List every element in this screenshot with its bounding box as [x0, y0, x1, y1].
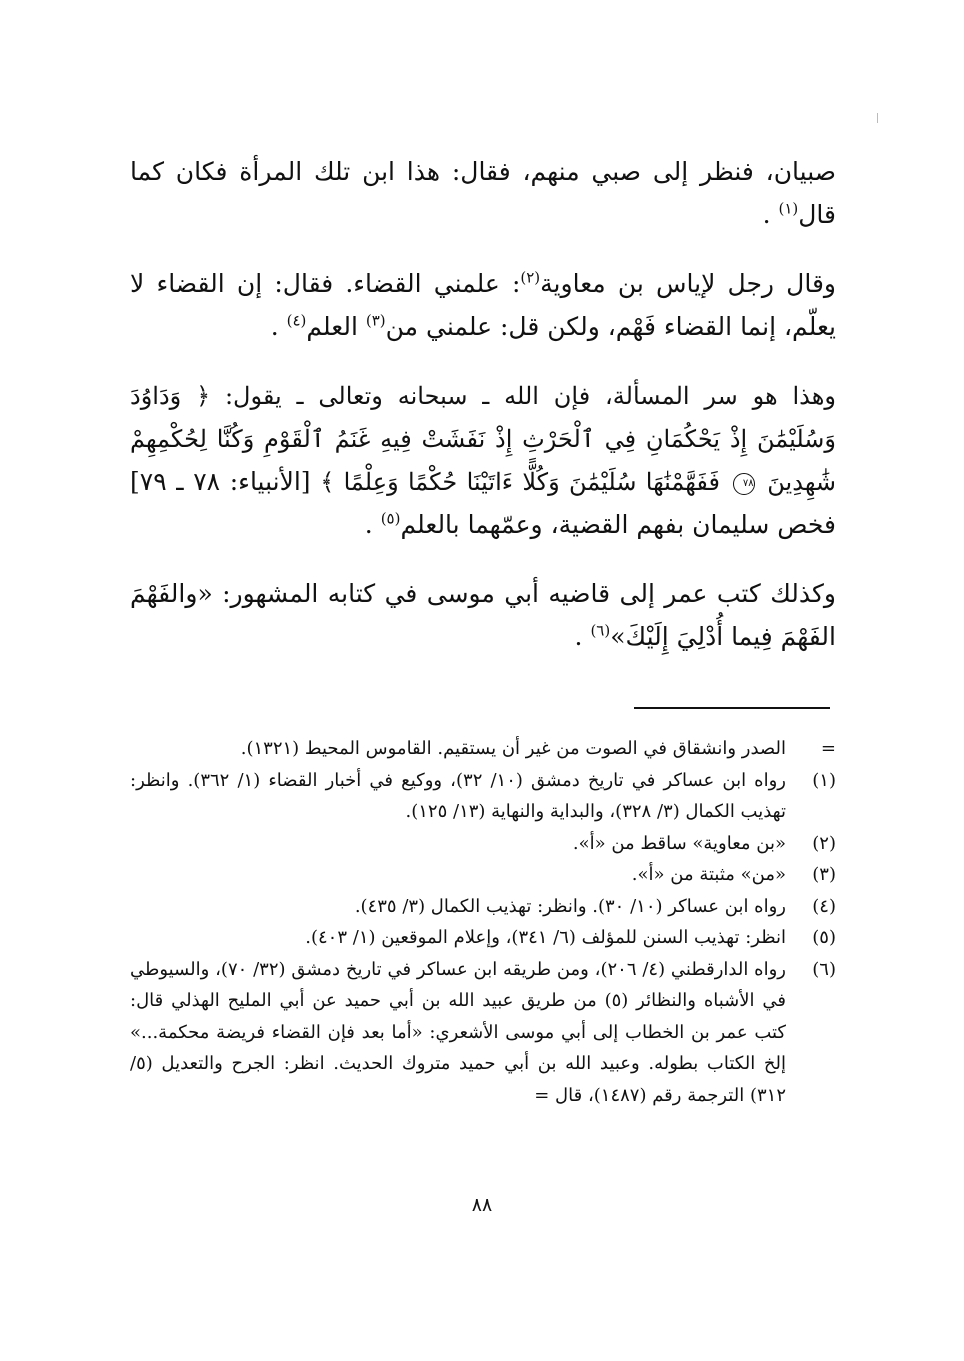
- footnote-number: (٣): [812, 864, 836, 885]
- paragraph-text: وقال رجل لإياس بن معاوية: [540, 269, 836, 298]
- footnotes: [130, 733, 836, 1111]
- footnote-text: «من» مثبتة من «أ».: [631, 864, 786, 885]
- footnote-ref-2: (٢): [520, 268, 541, 287]
- footnote: [130, 891, 836, 923]
- footnote: [130, 954, 836, 1112]
- footnote: [130, 859, 836, 891]
- footnote-ref-4: (٤): [286, 311, 307, 330]
- footnote-text: الصدر وانشقاق في الصوت من غير أن يستقيم. القاموس المحيط (١٣٢١).: [240, 738, 786, 759]
- paragraph-text: العلم: [306, 312, 366, 341]
- footnote-text: رواه ابن عساكر في تاريخ دمشق (١٠/ ٣٢)، ووكيع في أخبار القضاء (١/ ٣٦٢). وانظر: تهذيب الكمال (٣/ ٣٢٨)، والبداية والنهاية (١٣/ ١٢٥).: [130, 769, 786, 822]
- sentence-end: .: [270, 312, 287, 341]
- paragraph-4: [130, 572, 836, 658]
- footnote-text: انظر: تهذيب السنن للمؤلف (٦/ ٣٤١)، وإعلام الموقعين (١/ ٤٠٣).: [305, 927, 786, 948]
- footnote-number: (٤): [812, 895, 836, 917]
- footnote-number: (٦): [812, 958, 836, 980]
- paragraph-text: صبيان، فنظر إلى صبي منهم، فقال: هذا ابن تلك المرأة فكان كما قال: [130, 157, 836, 229]
- footnote-text: رواه ابن عساكر (١٠/ ٣٠). وانظر: تهذيب الكمال (٣/ ٤٣٥).: [354, 895, 786, 917]
- verse-citation: [الأنبياء: ٧٨ ـ ٧٩]: [130, 467, 311, 496]
- sentence-end: .: [364, 510, 381, 539]
- footnote: [130, 828, 836, 860]
- footnote-ref-5: (٥): [380, 509, 401, 528]
- footnote-number: (٢): [812, 832, 836, 854]
- footnote: [130, 733, 836, 765]
- paragraph-text: وكذلك كتب عمر إلى قاضيه أبي موسى في كتابه المشهور: «والفَهْمَ الفَهْمَ فِيما أُدْلِيَ إِلَيْكَ»: [130, 579, 836, 651]
- footnote-ref-3: (٣): [365, 311, 386, 330]
- ayah-number-marker: ٧٨: [733, 473, 755, 495]
- paragraph-text: : علمني القضاء. فقال: إن القضاء لا يعلّم، إنما القضاء فَهْم، ولكن قل: علمني من: [130, 269, 836, 341]
- sentence-end: .: [574, 622, 591, 651]
- footnote-number: (٥): [812, 927, 836, 948]
- footnote: [130, 765, 836, 828]
- paragraph-3: [130, 374, 836, 546]
- quran-verse: فَفَهَّمْنَٰهَا سُلَيْمَٰنَ وَكُلًّا ءَاتَيْنَا حُكْمًا وَعِلْمًا ﴾: [320, 468, 720, 496]
- footnote-number: (١): [812, 769, 836, 791]
- footnote-separator: [634, 707, 830, 709]
- paragraph-1: [130, 150, 836, 236]
- quran-verse-intro: وهذا هو سر المسألة، فإن الله ـ سبحانه وتعالى ـ يقول: ﴿ وَدَاوُدَ وَسُلَيْمَٰنَ إِذْ يَحْكُمَانِ فِي ٱلْحَرْثِ إِذْ نَفَشَتْ فِيهِ غَنَمُ ٱلْقَوْمِ وَكُنَّا لِحُكْمِهِمْ شَٰهِدِينَ: [130, 382, 836, 496]
- footnote-number: =: [820, 738, 836, 759]
- paragraph-2: [130, 262, 836, 348]
- footnote-text: رواه الدارقطني (٤/ ٢٠٦)، ومن طريقه ابن عساكر في تاريخ دمشق (٣٢/ ٧٠)، والسيوطي في الأشباه والنظائر (٥) من طريق عبيد الله بن أبي حميد عن أبي المليح الهذلي قال: كتب عمر بن الخطاب إلى أبي موسى الأشعري: «أما بعد فإن القضاء فريضة محكمة...» إلخ الكتاب بطوله. وعبيد الله بن أبي حميد متروك الحديث. انظر: الجرح والتعديل (٥/ ٣١٢) الترجمة رقم (١٤٨٧)، قال =: [130, 958, 786, 1106]
- scan-mark: [877, 113, 878, 123]
- footnote-ref-6: (٦): [590, 621, 611, 640]
- main-text: [130, 150, 836, 684]
- paragraph-text: فخص سليمان بفهم القضية، وعمّهما بالعلم: [400, 510, 836, 539]
- sentence-end: .: [762, 200, 779, 229]
- page-number: ٨٨: [471, 1194, 493, 1216]
- footnote-text: «بن معاوية» ساقط من «أ».: [572, 832, 786, 854]
- footnote: [130, 922, 836, 954]
- footnote-ref-1: (١): [778, 199, 799, 218]
